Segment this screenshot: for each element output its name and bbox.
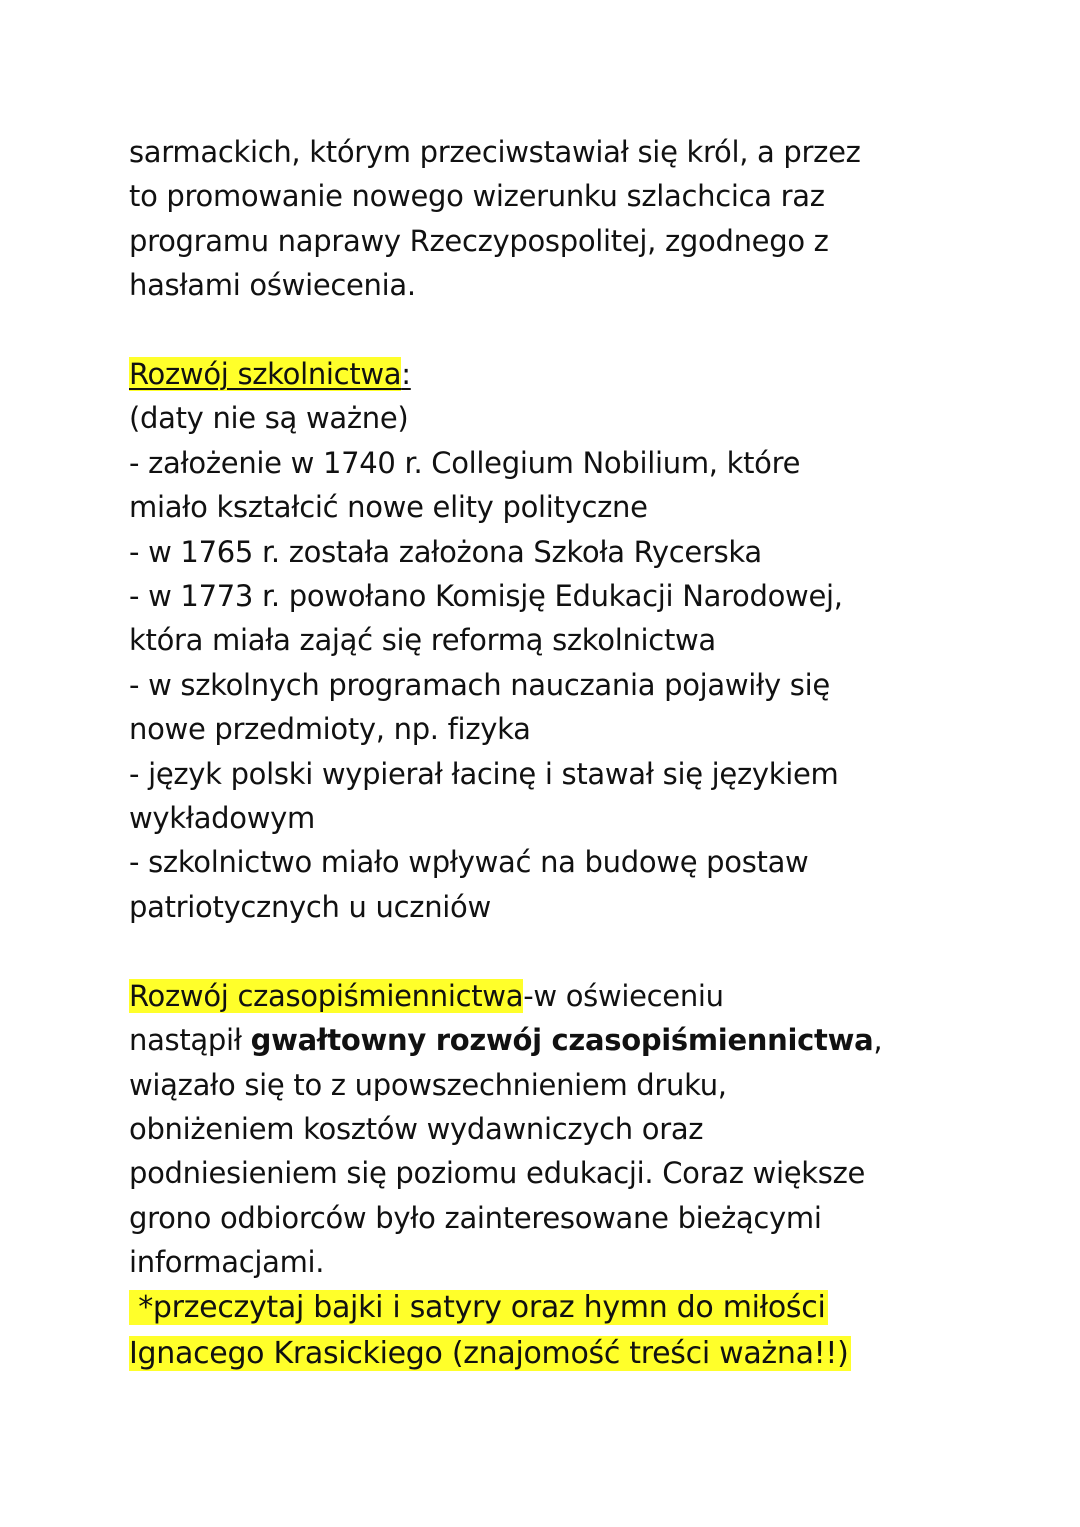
reading-note <box>129 1285 959 1377</box>
spacer <box>129 308 959 352</box>
intro-line: programu naprawy Rzeczypospolitej, zgodnego z <box>129 223 829 258</box>
press-line: podniesieniem się poziomu edukacji. Coraz większe <box>129 1156 866 1191</box>
schools-line: nowe przedmioty, np. fizyka <box>129 712 531 747</box>
schools-subtitle: (daty nie są ważne) <box>129 401 409 436</box>
intro-line: hasłami oświecenia. <box>129 268 416 303</box>
schools-line: - założenie w 1740 r. Collegium Nobilium, które <box>129 445 801 480</box>
press-line2-post: , <box>873 1023 883 1058</box>
schools-section <box>129 352 959 929</box>
schools-line: wykładowym <box>129 801 315 836</box>
press-line2-pre: nastąpił <box>129 1023 251 1058</box>
press-heading-line <box>129 974 959 1018</box>
press-line: wiązało się to z upowszechnieniem druku, <box>129 1067 727 1102</box>
note-line1: *przeczytaj bajki i satyry oraz hymn do miłości <box>129 1289 826 1325</box>
press-line: obniżeniem kosztów wydawniczych oraz <box>129 1111 704 1146</box>
spacer <box>129 929 959 973</box>
schools-line: - w 1765 r. została założona Szkoła Rycerska <box>129 534 762 569</box>
intro-line: sarmackich, którym przeciwstawiał się król, a przez <box>129 135 861 169</box>
intro-line: to promowanie nowego wizerunku szlachcica raz <box>129 179 825 214</box>
press-line <box>129 1018 959 1062</box>
schools-line: miało kształcić nowe elity polityczne <box>129 490 648 525</box>
schools-line: która miała zająć się reformą szkolnictwa <box>129 623 716 658</box>
intro-paragraph <box>129 130 959 308</box>
schools-line: - język polski wypierał łacinę i stawał się językiem <box>129 756 839 791</box>
note-line2: Ignacego Krasickiego (znajomość treści ważna!!) <box>129 1335 849 1371</box>
schools-heading-line <box>129 352 959 396</box>
press-line: informacjami. <box>129 1245 325 1280</box>
press-bold-phrase: gwałtowny rozwój czasopiśmiennictwa <box>250 1023 874 1058</box>
schools-line: - w 1773 r. powołano Komisję Edukacji Narodowej, <box>129 579 843 614</box>
press-section <box>129 974 959 1285</box>
press-heading: Rozwój czasopiśmiennictwa <box>129 978 524 1013</box>
document-page <box>129 130 959 1377</box>
schools-heading: Rozwój szkolnictwa <box>129 357 402 392</box>
press-line: grono odbiorców było zainteresowane bieżącymi <box>129 1200 822 1235</box>
schools-heading-colon: : <box>401 357 411 392</box>
schools-line: - szkolnictwo miało wpływać na budowę postaw <box>129 845 809 880</box>
schools-line: patriotycznych u uczniów <box>129 889 491 924</box>
note-line <box>129 1285 959 1331</box>
press-heading-rest: -w oświeceniu <box>523 978 724 1013</box>
schools-line: - w szkolnych programach nauczania pojawiły się <box>129 667 830 702</box>
note-line <box>129 1331 959 1377</box>
